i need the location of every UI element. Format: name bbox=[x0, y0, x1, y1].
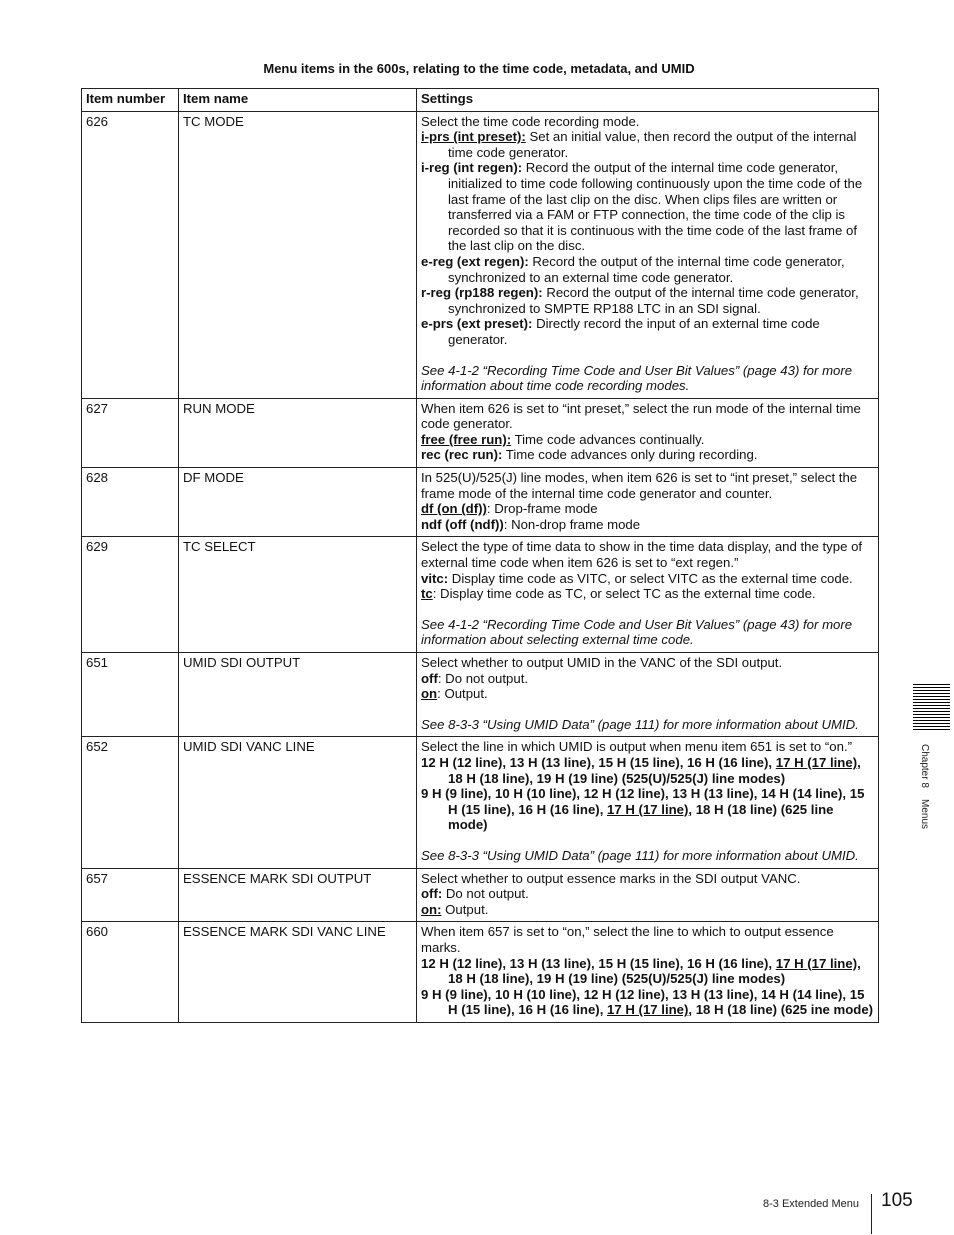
settings-intro: When item 626 is set to “int preset,” select the run mode of the internal time code generator. bbox=[421, 400, 861, 432]
item-name: TC SELECT bbox=[179, 537, 417, 653]
default-line: 17 H (17 line) bbox=[607, 801, 689, 817]
option-description: : Non-drop frame mode bbox=[503, 516, 641, 532]
line-options bbox=[421, 755, 874, 786]
option-label: tc bbox=[421, 586, 433, 602]
settings-intro: In 525(U)/525(J) line modes, when item 626 is set to “int preset,” select the frame mode of the internal time code generator and counter. bbox=[421, 470, 858, 501]
item-settings bbox=[417, 398, 879, 467]
header-settings: Settings bbox=[417, 89, 879, 112]
item-settings bbox=[417, 468, 879, 537]
setting-option bbox=[421, 886, 874, 902]
option-label: df (on (df)) bbox=[421, 501, 487, 517]
default-line: 17 H (17 line) bbox=[775, 955, 858, 971]
option-description: Record the output of the internal time code generator, synchronized to an external time code generator. bbox=[448, 253, 845, 285]
option-label: r-reg (rp188 regen): bbox=[421, 285, 543, 301]
item-number: 627 bbox=[82, 398, 179, 467]
settings-intro: Select the type of time data to show in the time data display, and the type of external time code when item 626 is set to “ext regen.” bbox=[421, 539, 863, 571]
item-name: ESSENCE MARK SDI VANC LINE bbox=[179, 922, 417, 1023]
chapter-tab-marker bbox=[913, 684, 950, 730]
table-row bbox=[82, 398, 879, 467]
item-settings bbox=[417, 111, 879, 398]
section-label: Menus bbox=[919, 798, 930, 829]
line-options-mode: , 18 H (18 line), 19 H (19 line) (525(U)/525(J) line modes) bbox=[448, 754, 861, 786]
option-label: free (free run): bbox=[421, 431, 512, 447]
setting-option bbox=[421, 902, 874, 918]
option-description: Set an initial value, then record the output of the internal time code generator. bbox=[448, 129, 857, 160]
option-label: on: bbox=[421, 901, 442, 917]
item-number: 628 bbox=[82, 468, 179, 537]
option-description: Output. bbox=[441, 901, 489, 917]
footer-section-label: 8-3 Extended Menu bbox=[762, 1198, 859, 1210]
line-options-text: 9 H (9 line), 10 H (10 line), 12 H (12 line), 13 H (13 line), 14 H (14 line), 15 H (15 line), 16 H (16 line), bbox=[421, 786, 865, 817]
line-options bbox=[421, 987, 874, 1018]
item-number: 660 bbox=[82, 922, 179, 1023]
item-number: 629 bbox=[82, 537, 179, 653]
option-label: rec (rec run): bbox=[421, 447, 503, 463]
option-description: Directly record the input of an external time code generator. bbox=[448, 316, 820, 347]
option-label: i-reg (int regen): bbox=[421, 160, 523, 176]
setting-option bbox=[421, 432, 874, 448]
option-description: Record the output of the internal time code generator, synchronized to SMPTE RP188 LTC in an SDI signal. bbox=[448, 285, 859, 316]
item-number: 651 bbox=[82, 653, 179, 737]
cross-reference-note: See 8-3-3 “Using UMID Data” (page 111) for more information about UMID. bbox=[421, 716, 859, 732]
item-name: RUN MODE bbox=[179, 398, 417, 467]
table-caption: Menu items in the 600s, relating to the time code, metadata, and UMID bbox=[263, 61, 695, 76]
setting-option bbox=[421, 686, 874, 702]
option-description: Time code advances only during recording. bbox=[502, 447, 758, 463]
setting-option bbox=[421, 517, 874, 533]
line-options-text: 12 H (12 line), 13 H (13 line), 15 H (15 line), 16 H (16 line), bbox=[421, 754, 776, 770]
setting-option bbox=[421, 160, 874, 254]
item-number: 652 bbox=[82, 737, 179, 868]
setting-option bbox=[421, 254, 874, 285]
line-options bbox=[421, 786, 874, 833]
item-name: ESSENCE MARK SDI OUTPUT bbox=[179, 868, 417, 922]
line-options bbox=[421, 956, 874, 987]
item-settings bbox=[417, 537, 879, 653]
item-number: 657 bbox=[82, 868, 179, 922]
line-options-mode: , 18 H (18 line), 19 H (19 line) (525(U)/525(J) line modes) bbox=[448, 955, 861, 987]
footer-divider bbox=[871, 1194, 872, 1234]
option-description: Do not output. bbox=[442, 886, 529, 902]
line-options-mode: , 18 H (18 line) (625 line mode) bbox=[448, 801, 834, 833]
table-row bbox=[82, 653, 879, 737]
option-label: off bbox=[421, 670, 438, 686]
line-options-text: 9 H (9 line), 10 H (10 line), 12 H (12 line), 13 H (13 line), 14 H (14 line), 15 H (15 line), 16 H (16 line), bbox=[421, 986, 865, 1018]
setting-option bbox=[421, 586, 874, 602]
item-settings bbox=[417, 653, 879, 737]
item-settings bbox=[417, 737, 879, 868]
settings-intro: Select the time code recording mode. bbox=[421, 113, 640, 129]
setting-option bbox=[421, 447, 874, 463]
cross-reference-note: See 4-1-2 “Recording Time Code and User Bit Values” (page 43) for more information about time code recording modes. bbox=[421, 362, 853, 394]
item-name: UMID SDI VANC LINE bbox=[179, 737, 417, 868]
line-options-text: 12 H (12 line), 13 H (13 line), 15 H (15 line), 16 H (16 line), bbox=[421, 955, 776, 971]
option-description: : Do not output. bbox=[437, 670, 529, 686]
cross-reference-note: See 4-1-2 “Recording Time Code and User Bit Values” (page 43) for more information about selecting external time code. bbox=[421, 616, 853, 648]
setting-option bbox=[421, 571, 874, 587]
option-description: Time code advances continually. bbox=[511, 431, 705, 447]
option-description: Display time code as VITC, or select VITC as the external time code. bbox=[448, 570, 853, 586]
cross-reference-note: See 8-3-3 “Using UMID Data” (page 111) for more information about UMID. bbox=[421, 847, 859, 863]
chapter-side-label bbox=[916, 744, 930, 844]
line-options-mode: , 18 H (18 line) (625 ine mode) bbox=[688, 1002, 874, 1018]
menu-items-table bbox=[81, 88, 879, 1023]
table-row bbox=[82, 737, 879, 868]
table-row bbox=[82, 537, 879, 653]
table-row bbox=[82, 922, 879, 1023]
option-label: e-prs (ext preset): bbox=[421, 316, 533, 332]
setting-option bbox=[421, 671, 874, 687]
item-name: TC MODE bbox=[179, 111, 417, 398]
header-item-number: Item number bbox=[82, 89, 179, 112]
item-settings bbox=[417, 868, 879, 922]
chapter-label: Chapter 8 bbox=[919, 744, 930, 788]
setting-option bbox=[421, 316, 874, 347]
item-settings bbox=[417, 922, 879, 1023]
settings-intro: When item 657 is set to “on,” select the line to which to output essence marks. bbox=[421, 924, 834, 955]
option-label: e-reg (ext regen): bbox=[421, 253, 529, 269]
table-row bbox=[82, 868, 879, 922]
settings-intro: Select the line in which UMID is output when menu item 651 is set to “on.” bbox=[421, 739, 852, 755]
default-line: 17 H (17 line) bbox=[775, 754, 858, 770]
page-number: 105 bbox=[881, 1190, 913, 1211]
option-description: : Drop-frame mode bbox=[486, 501, 598, 517]
option-label: vitc: bbox=[421, 570, 449, 586]
table-row bbox=[82, 468, 879, 537]
default-line: 17 H (17 line) bbox=[607, 1002, 689, 1018]
setting-option bbox=[421, 501, 874, 517]
setting-option bbox=[421, 285, 874, 316]
option-description: Record the output of the internal time code generator, initialized to time code following continuously upon the time code of the last frame of the last clip on the disc. When clips files are written or transferred via a FAM or FTP connection, the time code of the clip is recorded so that it is continuous with the time code of the last frame of the last clip on the disc. bbox=[448, 160, 863, 254]
option-description: : Output. bbox=[437, 686, 488, 702]
option-description: : Display time code as TC, or select TC as the external time code. bbox=[432, 586, 816, 602]
table-header-row bbox=[82, 89, 879, 112]
setting-option bbox=[421, 129, 874, 160]
header-item-name: Item name bbox=[179, 89, 417, 112]
option-label: i-prs (int preset): bbox=[421, 129, 526, 145]
option-label: off: bbox=[421, 886, 443, 902]
settings-intro: Select whether to output essence marks in the SDI output VANC. bbox=[421, 870, 801, 886]
item-name: DF MODE bbox=[179, 468, 417, 537]
option-label: ndf (off (ndf)) bbox=[421, 516, 504, 532]
table-row bbox=[82, 111, 879, 398]
item-number: 626 bbox=[82, 111, 179, 398]
item-name: UMID SDI OUTPUT bbox=[179, 653, 417, 737]
option-label: on bbox=[421, 686, 438, 702]
settings-intro: Select whether to output UMID in the VANC of the SDI output. bbox=[421, 655, 783, 670]
